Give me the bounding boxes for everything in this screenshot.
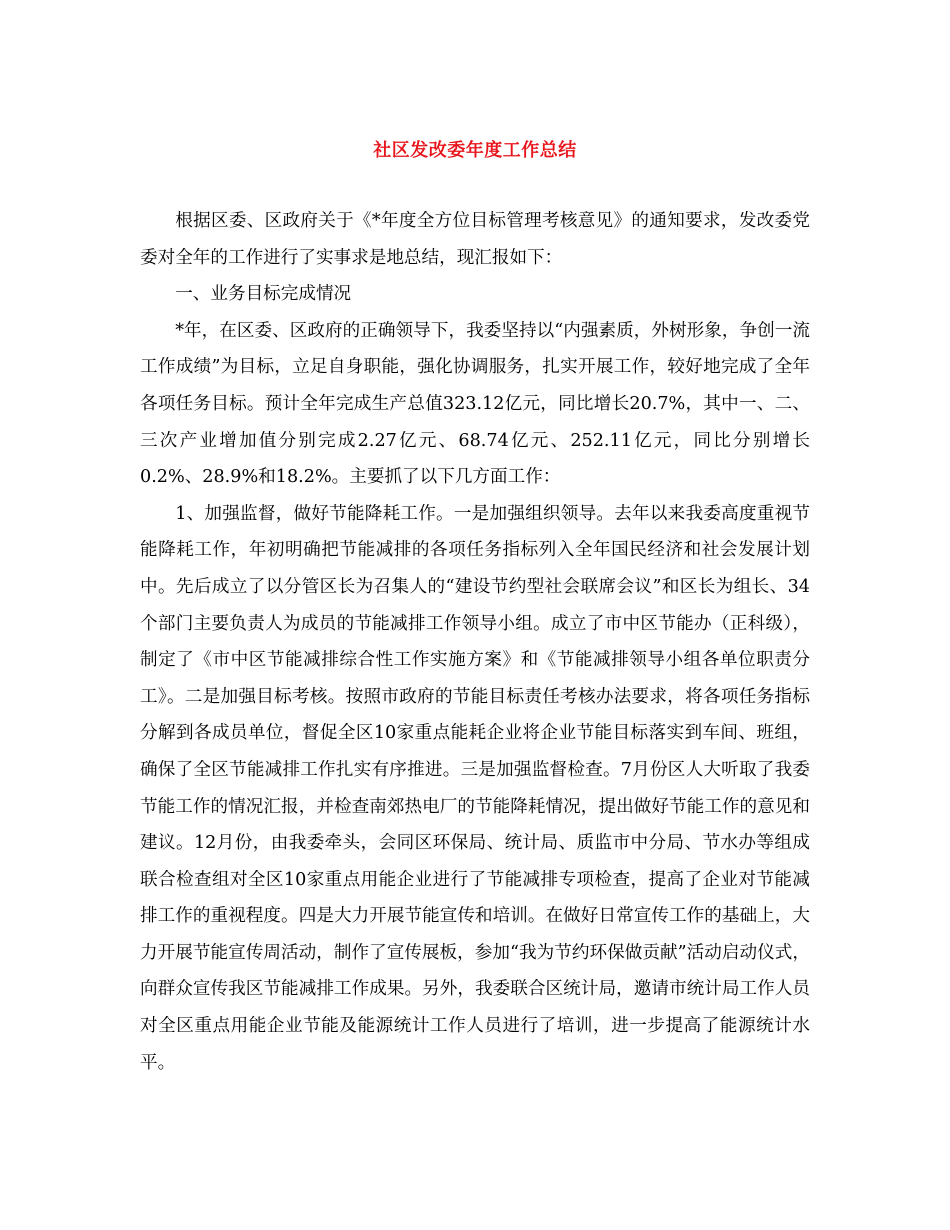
- energy-saving-paragraph: 1、加强监督，做好节能降耗工作。一是加强组织领导。去年以来我委高度重视节能降耗工作，年初明确把节能减排的各项任务指标列入全年国民经济和社会发展计划中。先后成立了以分管区长为召集人的“建设节约型社会联席会议”和区长为组长、34个部门主要负责人为成员的节能减排工作领导小组。成立了市中区节能办（正科级），制定了《市中区节能减排综合性工作实施方案》和《节能减排领导小组各单位职责分工》。二是加强目标考核。按照市政府的节能目标责任考核办法要求，将各项任务指标分解到各成员单位，督促全区10家重点能耗企业将企业节能目标落实到车间、班组，确保了全区节能减排工作扎实有序推进。三是加强监督检查。7月份区人大听取了我委节能工作的情况汇报，并检查南郊热电厂的节能降耗情况，提出做好节能工作的意见和建议。12月份，由我委牵头，会同区环保局、统计局、质监市中分局、节水办等组成联合检查组对全区10家重点用能企业进行了节能减排专项检查，提高了企业对节能减排工作的重视程度。四是大力开展节能宣传和培训。在做好日常宣传工作的基础上，大力开展节能宣传周活动，制作了宣传展板，参加“我为节约环保做贡献”活动启动仪式，向群众宣传我区节能减排工作成果。另外，我委联合区统计局，邀请市统计局工作人员对全区重点用能企业节能及能源统计工作人员进行了培训，进一步提高了能源统计水平。: [140, 503, 810, 1073]
- document-title: 社区发改委年度工作总结: [373, 140, 577, 161]
- intro-paragraph: 根据区委、区政府关于《*年度全方位目标管理考核意见》的通知要求，发改委党委对全年的工作进行了实事求是地总结，现汇报如下：: [140, 211, 810, 268]
- overview-paragraph: *年，在区委、区政府的正确领导下，我委坚持以“内强素质，外树形象，争创一流工作成绩”为目标，立足自身职能，强化协调服务，扎实开展工作，较好地完成了全年各项任务目标。预计全年完成生产总值323.12亿元，同比增长20.7%，其中一、二、三次产业增加值分别完成2.27亿元、68.74亿元、252.11亿元，同比分别增长0.2%、28.9%和18.2%。主要抓了以下几方面工作：: [140, 320, 810, 488]
- section-heading: 一、业务目标完成情况: [175, 284, 352, 305]
- document-body: [140, 203, 810, 1081]
